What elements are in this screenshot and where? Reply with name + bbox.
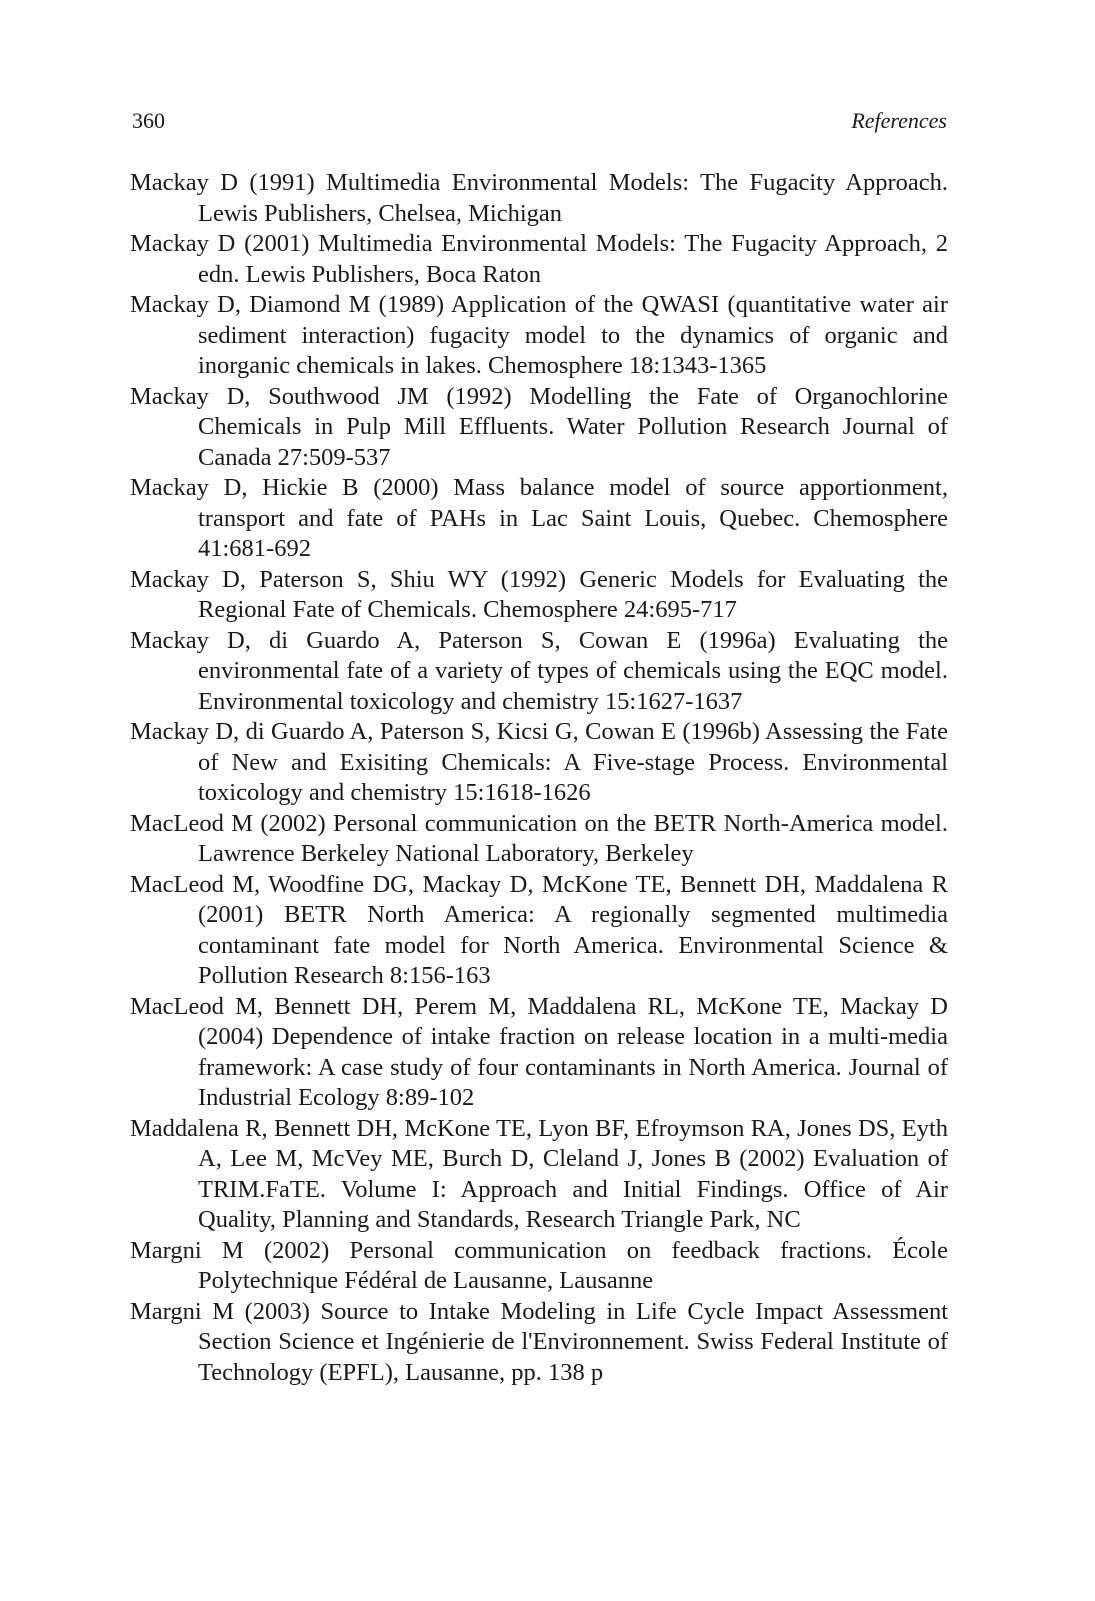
reference-entry: Mackay D, Diamond M (1989) Application of the QWASI (quantitative water air sediment interaction) fugacity model to the dynamics of organic and inorganic chemicals in lakes. Chemosphere 18:1343-1365 [130, 291, 948, 379]
reference-entry: Mackay D (1991) Multimedia Environmental Models: The Fugacity Approach. Lewis Publishers, Chelsea, Michigan [130, 169, 948, 227]
page-number: 360 [132, 108, 165, 133]
reference-entry: Mackay D, di Guardo A, Paterson S, Kicsi G, Cowan E (1996b) Assessing the Fate of New and Exisiting Chemicals: A Five-stage Process. Environmental toxicology and chemistry 15:1618-1626 [130, 718, 948, 806]
reference-entry: Mackay D, di Guardo A, Paterson S, Cowan E (1996a) Evaluating the environmental fate of a variety of types of chemicals using the EQC model. Environmental toxicology and chemistry 15:1627-1637 [130, 626, 948, 715]
reference-entry: Margni M (2003) Source to Intake Modeling in Life Cycle Impact Assessment Section Science et Ingénierie de l'Environnement. Swiss Federal Institute of Technology (EPFL), Lausanne, pp. 138 p [130, 1297, 948, 1386]
reference-entry: Mackay D (2001) Multimedia Environmental Models: The Fugacity Approach, 2 edn. Lewis Publishers, Boca Raton [130, 230, 948, 288]
running-title: References [851, 108, 947, 133]
reference-entry: MacLeod M (2002) Personal communication on the BETR North-America model. Lawrence Berkeley National Laboratory, Berkeley [130, 809, 948, 867]
reference-entry: Maddalena R, Bennett DH, McKone TE, Lyon BF, Efroymson RA, Jones DS, Eyth A, Lee M, McVey ME, Burch D, Cleland J, Jones B (2002) Evaluation of TRIM.FaTE. Volume I: Approach and Initial Findings. Office of Air Quality, Planning and Standards, Research Triangle Park, NC [130, 1114, 948, 1233]
reference-entry: MacLeod M, Bennett DH, Perem M, Maddalena RL, McKone TE, Mackay D (2004) Dependence of intake fraction on release location in a multi-media framework: A case study of four contaminants in North America. Journal of Industrial Ecology 8:89-102 [130, 992, 948, 1111]
running-head [132, 108, 947, 138]
reference-entry: Mackay D, Southwood JM (1992) Modelling the Fate of Organochlorine Chemicals in Pulp Mill Effluents. Water Pollution Research Journal of Canada 27:509-537 [130, 382, 948, 471]
reference-list [130, 168, 948, 1388]
reference-entry: Mackay D, Hickie B (2000) Mass balance model of source apportionment, transport and fate of PAHs in Lac Saint Louis, Quebec. Chemosphere 41:681-692 [130, 474, 948, 562]
reference-entry: MacLeod M, Woodfine DG, Mackay D, McKone TE, Bennett DH, Maddalena R (2001) BETR North America: A regionally segmented multimedia contaminant fate model for North America. Environmental Science & Pollution Research 8:156-163 [130, 870, 948, 989]
reference-entry: Margni M (2002) Personal communication on feedback fractions. École Polytechnique Fédéral de Lausanne, Lausanne [130, 1236, 948, 1294]
reference-entry: Mackay D, Paterson S, Shiu WY (1992) Generic Models for Evaluating the Regional Fate of Chemicals. Chemosphere 24:695-717 [130, 565, 948, 623]
